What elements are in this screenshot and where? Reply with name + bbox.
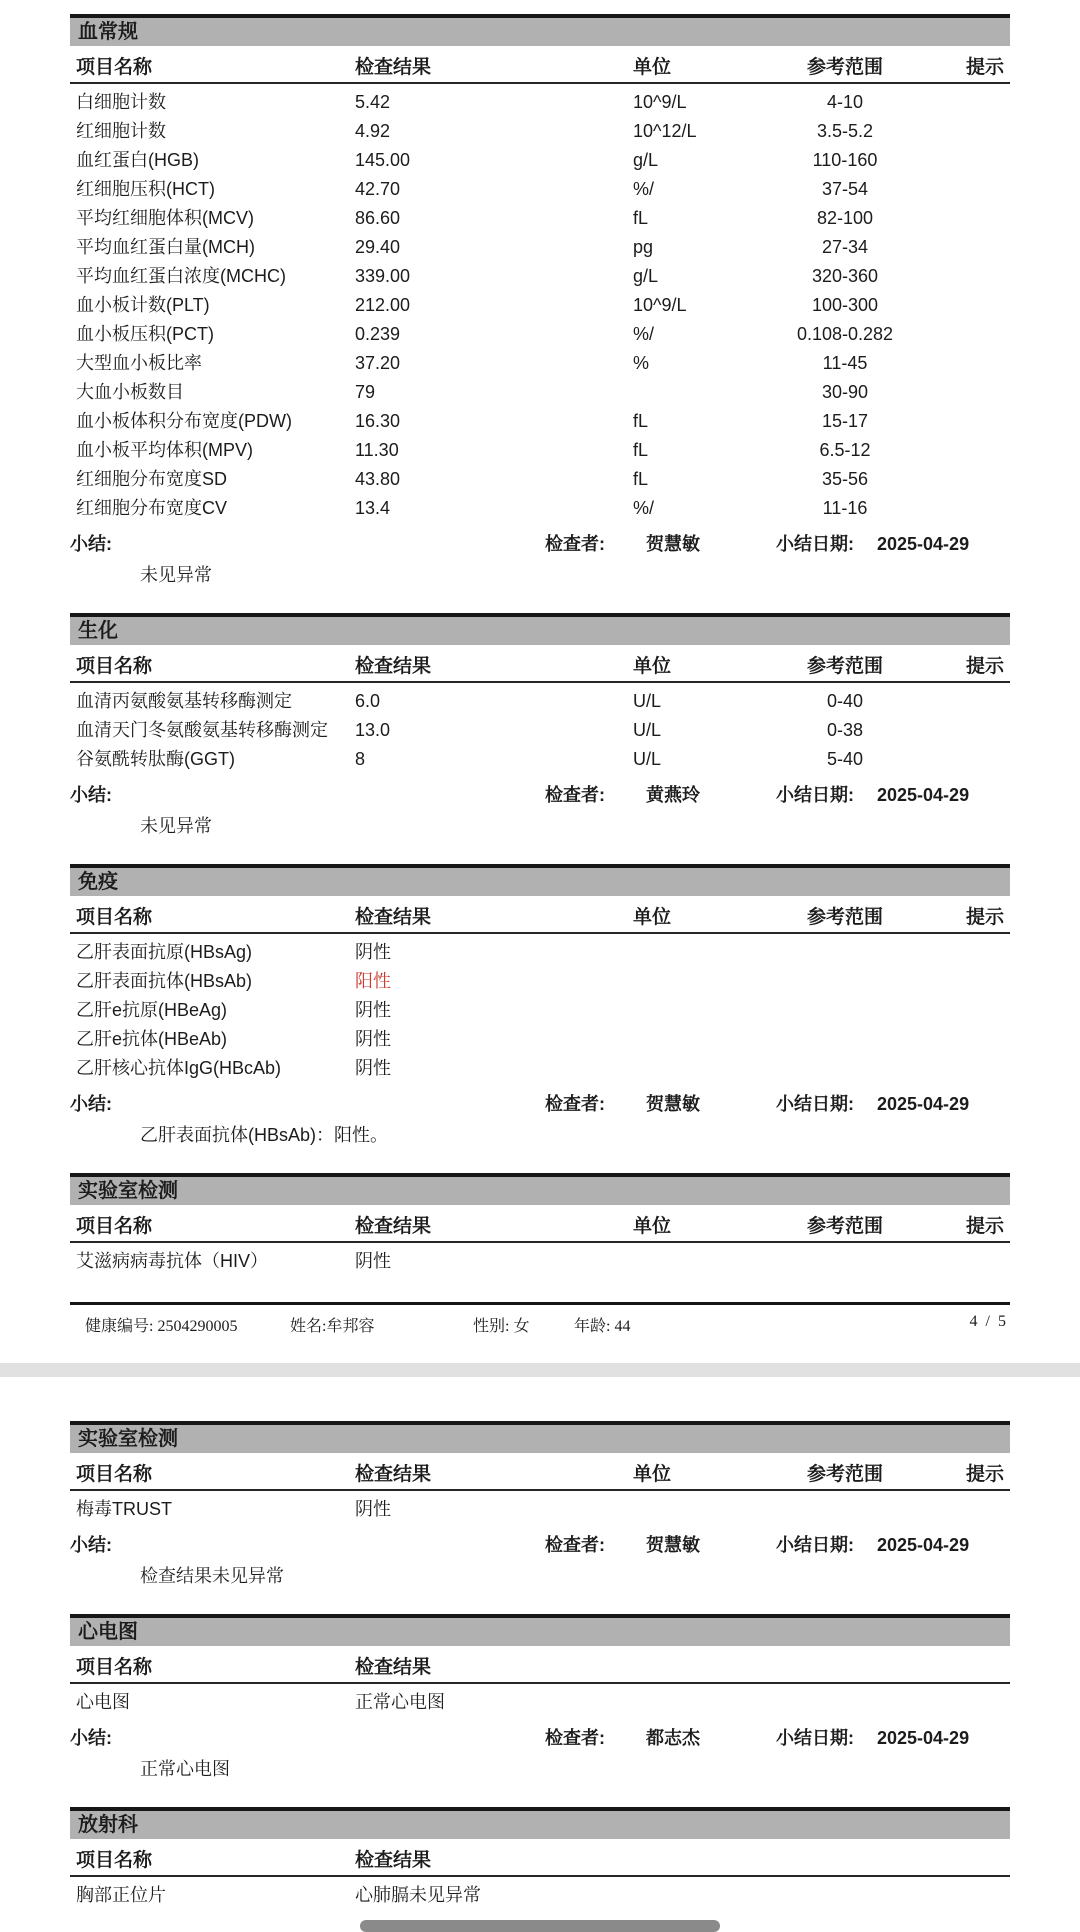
- col-header: 参考范围: [806, 57, 883, 78]
- item-name: 艾滋病病毒抗体（HIV）: [76, 1251, 269, 1271]
- item-cell: 212.00: [355, 295, 411, 315]
- col-header: 检查结果: [355, 907, 432, 928]
- col-header: 参考范围: [806, 907, 883, 928]
- item-cell: 心肺膈未见异常: [355, 1885, 481, 1905]
- item-cell: [907, 88, 1010, 117]
- item-cell: 4.92: [355, 121, 391, 141]
- item-cell: [907, 320, 1010, 349]
- examiner-label: 检查者:: [545, 1094, 605, 1114]
- item-cell: 339.00: [355, 266, 411, 286]
- item-cell: [633, 996, 783, 1025]
- item-cell: 30-90: [821, 382, 869, 402]
- examiner-label: 检查者:: [545, 785, 605, 805]
- summary-label: 小结:: [70, 1728, 112, 1748]
- item-cell: [907, 262, 1010, 291]
- item-name: 乙肝e抗原(HBeAg): [76, 1000, 228, 1020]
- item-cell: 35-56: [821, 469, 869, 489]
- item-cell: 0-40: [826, 691, 864, 711]
- table-row: [70, 1247, 1010, 1276]
- item-name: 红细胞分布宽度SD: [76, 469, 228, 489]
- item-name: 红细胞计数: [76, 121, 166, 141]
- item-cell: 15-17: [821, 411, 869, 431]
- footer-age-label: 年龄:: [574, 1318, 611, 1335]
- page-footer: [70, 1302, 1010, 1339]
- section-rows: [70, 1881, 1010, 1910]
- table-row: [70, 175, 1010, 204]
- col-header: 提示: [965, 1464, 1004, 1485]
- item-cell: [907, 967, 1010, 996]
- item-name: 血清天门冬氨酸氨基转移酶测定: [76, 720, 328, 740]
- item-cell: [633, 1247, 783, 1276]
- footer-health-id-value: 2504290005: [157, 1318, 238, 1335]
- report-page-5: [0, 1421, 1080, 1910]
- item-cell: [907, 687, 1010, 716]
- item-cell: U/L: [633, 720, 662, 740]
- item-cell: 11.30: [355, 440, 399, 460]
- col-header: 提示: [965, 57, 1004, 78]
- item-name: 白细胞计数: [76, 92, 166, 112]
- summary-date-label: 小结日期:: [776, 1728, 854, 1748]
- summary-label: 小结:: [70, 785, 112, 805]
- summary-date: 2025-04-29: [877, 1535, 970, 1555]
- col-header: 提示: [965, 1216, 1004, 1237]
- table-row: [70, 1025, 1010, 1054]
- item-cell: 79: [355, 382, 376, 402]
- col-header: 项目名称: [76, 1464, 153, 1485]
- item-cell: 82-100: [816, 208, 874, 228]
- summary-row: [70, 1725, 1010, 1751]
- item-cell: [633, 938, 783, 967]
- column-headers: [70, 896, 1010, 934]
- summary-date: 2025-04-29: [877, 785, 970, 805]
- table-row: [70, 320, 1010, 349]
- item-cell: 正常心电图: [355, 1692, 445, 1712]
- table-row: [70, 204, 1010, 233]
- item-cell: 4-10: [826, 92, 864, 112]
- item-cell: [907, 378, 1010, 407]
- table-row: [70, 291, 1010, 320]
- item-cell: [907, 233, 1010, 262]
- item-cell: [907, 465, 1010, 494]
- item-cell: [907, 1495, 1010, 1524]
- item-cell: [633, 1025, 783, 1054]
- examiner-label: 检查者:: [545, 1535, 605, 1555]
- footer-health-id-label: 健康编号:: [85, 1318, 154, 1335]
- page-separator: [0, 1363, 1080, 1377]
- summary-date: 2025-04-29: [877, 534, 970, 554]
- col-header: 检查结果: [355, 57, 432, 78]
- item-cell: 37-54: [821, 179, 869, 199]
- table-row: [70, 967, 1010, 996]
- footer-age: [574, 1313, 630, 1336]
- item-name: 心电图: [76, 1692, 130, 1712]
- table-row: [70, 1881, 1010, 1910]
- col-header: 检查结果: [355, 1216, 432, 1237]
- summary-date-label: 小结日期:: [776, 785, 854, 805]
- item-cell: g/L: [633, 266, 659, 286]
- item-cell: U/L: [633, 691, 662, 711]
- item-cell: g/L: [633, 150, 659, 170]
- table-row: [70, 745, 1010, 774]
- table-row: [70, 1054, 1010, 1083]
- col-header: 单位: [633, 656, 672, 677]
- col-header: 提示: [965, 907, 1004, 928]
- item-cell: 0.108-0.282: [796, 324, 894, 344]
- footer-gender-value: 女: [513, 1318, 530, 1335]
- footer-age-value: 44: [614, 1318, 631, 1335]
- table-row: [70, 233, 1010, 262]
- item-cell: [907, 291, 1010, 320]
- item-name: 血红蛋白(HGB): [76, 150, 199, 170]
- col-header: 单位: [633, 1464, 672, 1485]
- section-title-radiology: 放射科: [70, 1807, 1010, 1839]
- item-cell: 阴性: [355, 1058, 391, 1078]
- item-cell: 29.40: [355, 237, 401, 257]
- col-header: 单位: [633, 1216, 672, 1237]
- footer-name-label: 姓名:: [290, 1318, 327, 1335]
- table-row: [70, 349, 1010, 378]
- item-cell: 0-38: [826, 720, 864, 740]
- abnormal-result: 阳性: [355, 971, 391, 991]
- examiner-label: 检查者:: [545, 1728, 605, 1748]
- item-name: 红细胞压积(HCT): [76, 179, 215, 199]
- item-cell: [907, 204, 1010, 233]
- summary-text: 乙肝表面抗体(HBsAb)：阳性。: [140, 1125, 389, 1145]
- col-header: 检查结果: [355, 1850, 432, 1871]
- col-header: 项目名称: [76, 57, 153, 78]
- item-cell: [907, 1054, 1010, 1083]
- item-cell: 阴性: [355, 1000, 391, 1020]
- item-name: 血小板压积(PCT): [76, 324, 214, 344]
- item-cell: [907, 938, 1010, 967]
- item-name: 乙肝e抗体(HBeAb): [76, 1029, 228, 1049]
- item-cell: %/: [633, 324, 655, 344]
- item-cell: 8: [355, 749, 366, 769]
- summary-date-label: 小结日期:: [776, 1535, 854, 1555]
- table-row: [70, 996, 1010, 1025]
- col-header: 项目名称: [76, 907, 153, 928]
- summary-row: [70, 1532, 1010, 1558]
- item-name: 梅毒TRUST: [76, 1499, 172, 1519]
- item-cell: [907, 146, 1010, 175]
- item-cell: 145.00: [355, 150, 411, 170]
- item-cell: 阴性: [355, 1251, 391, 1271]
- col-header: 检查结果: [355, 1657, 432, 1678]
- section-title-immunology: 免疫: [70, 864, 1010, 896]
- item-name: 平均红细胞体积(MCV): [76, 208, 254, 228]
- summary-label: 小结:: [70, 1094, 112, 1114]
- table-row: [70, 88, 1010, 117]
- item-cell: 11-16: [822, 498, 868, 518]
- item-cell: [783, 1054, 907, 1083]
- section-rows: [70, 1495, 1010, 1524]
- col-header: 单位: [633, 907, 672, 928]
- item-name: 红细胞分布宽度CV: [76, 498, 228, 518]
- item-cell: %/: [633, 498, 655, 518]
- item-cell: [783, 967, 907, 996]
- item-cell: [633, 1495, 783, 1524]
- item-cell: [907, 745, 1010, 774]
- item-cell: 6.5-12: [819, 440, 871, 460]
- item-name: 平均血红蛋白浓度(MCHC): [76, 266, 286, 286]
- item-cell: 16.30: [355, 411, 401, 431]
- section-rows: [70, 687, 1010, 774]
- summary-row: [70, 782, 1010, 808]
- item-name: 乙肝表面抗体(HBsAb): [76, 971, 253, 991]
- col-header: 参考范围: [806, 1216, 883, 1237]
- summary-text: 检查结果未见异常: [140, 1566, 284, 1586]
- summary-date-label: 小结日期:: [776, 1094, 854, 1114]
- item-cell: [907, 1025, 1010, 1054]
- column-headers: [70, 645, 1010, 683]
- section-title-laboratory-test-1: 实验室检测: [70, 1173, 1010, 1205]
- col-header: 检查结果: [355, 656, 432, 677]
- section-radiology: [70, 1807, 1010, 1910]
- summary-label: 小结:: [70, 1535, 112, 1555]
- item-name: 血小板体积分布宽度(PDW): [76, 411, 292, 431]
- item-cell: fL: [633, 208, 649, 228]
- section-title-ecg: 心电图: [70, 1614, 1010, 1646]
- item-cell: 11-45: [822, 353, 868, 373]
- item-cell: [783, 1025, 907, 1054]
- item-cell: 110-160: [812, 150, 878, 170]
- section-biochemistry: [70, 613, 1010, 838]
- item-cell: [907, 349, 1010, 378]
- section-title-blood-routine: 血常规: [70, 14, 1010, 46]
- examiner-name: 都志杰: [646, 1728, 700, 1748]
- footer-name-value: 牟邦容: [326, 1318, 375, 1335]
- item-cell: [907, 494, 1010, 523]
- summary-text: 未见异常: [140, 565, 212, 585]
- col-header: 项目名称: [76, 1657, 153, 1678]
- page-number: 4 / 5: [969, 1313, 1008, 1330]
- item-cell: 阴性: [355, 1499, 391, 1519]
- section-ecg: [70, 1614, 1010, 1781]
- scroll-indicator-bar[interactable]: [360, 1920, 720, 1932]
- column-headers: [70, 1205, 1010, 1243]
- item-name: 谷氨酰转肽酶(GGT): [76, 749, 235, 769]
- footer-gender: [473, 1313, 529, 1336]
- examiner-name: 贺慧敏: [646, 1535, 700, 1555]
- item-cell: 27-34: [821, 237, 869, 257]
- page-5-sections: [70, 1421, 1010, 1910]
- item-cell: [633, 1054, 783, 1083]
- item-cell: 100-300: [811, 295, 879, 315]
- item-name: 血小板平均体积(MPV): [76, 440, 253, 460]
- item-cell: 阴性: [355, 942, 391, 962]
- item-cell: fL: [633, 411, 649, 431]
- col-header: 检查结果: [355, 1464, 432, 1485]
- table-row: [70, 262, 1010, 291]
- table-row: [70, 465, 1010, 494]
- item-cell: %: [633, 353, 650, 373]
- item-cell: 86.60: [355, 208, 401, 228]
- item-cell: 43.80: [355, 469, 401, 489]
- item-cell: [907, 175, 1010, 204]
- section-laboratory-test-1: [70, 1173, 1010, 1276]
- item-cell: [907, 996, 1010, 1025]
- section-blood-routine: [70, 14, 1010, 587]
- summary-date: 2025-04-29: [877, 1094, 970, 1114]
- item-name: 大血小板数目: [76, 382, 184, 402]
- page-4-sections: [70, 14, 1010, 1276]
- item-name: 大型血小板比率: [76, 353, 202, 373]
- column-headers: [70, 1453, 1010, 1491]
- item-cell: 6.0: [355, 691, 381, 711]
- summary-row: [70, 1091, 1010, 1117]
- section-rows: [70, 1688, 1010, 1717]
- examiner-name: 黄燕玲: [646, 785, 700, 805]
- item-cell: 13.4: [355, 498, 391, 518]
- col-header: 项目名称: [76, 1850, 153, 1871]
- item-cell: [783, 1495, 907, 1524]
- section-title-biochemistry: 生化: [70, 613, 1010, 645]
- item-cell: [907, 1247, 1010, 1276]
- item-cell: 3.5-5.2: [816, 121, 874, 141]
- item-name: 乙肝核心抗体IgG(HBcAb): [76, 1058, 282, 1078]
- table-row: [70, 378, 1010, 407]
- examiner-label: 检查者:: [545, 534, 605, 554]
- item-cell: [633, 967, 783, 996]
- section-laboratory-test-2: [70, 1421, 1010, 1588]
- item-cell: 13.0: [355, 720, 391, 740]
- item-name: 血小板计数(PLT): [76, 295, 210, 315]
- table-row: [70, 436, 1010, 465]
- footer-name: [290, 1313, 374, 1336]
- col-header: 参考范围: [806, 656, 883, 677]
- item-cell: 42.70: [355, 179, 401, 199]
- column-headers: [70, 1646, 1010, 1684]
- item-cell: [907, 716, 1010, 745]
- col-header: 项目名称: [76, 1216, 153, 1237]
- item-cell: 10^12/L: [633, 121, 697, 141]
- item-name: 胸部正位片: [76, 1885, 166, 1905]
- footer-health-id: [85, 1313, 237, 1336]
- item-cell: fL: [633, 440, 649, 460]
- item-name: 平均血红蛋白量(MCH): [76, 237, 255, 257]
- col-header: 单位: [633, 57, 672, 78]
- column-headers: [70, 46, 1010, 84]
- item-cell: [907, 407, 1010, 436]
- section-title-laboratory-test-2: 实验室检测: [70, 1421, 1010, 1453]
- item-cell: pg: [633, 237, 654, 257]
- col-header: 项目名称: [76, 656, 153, 677]
- table-row: [70, 938, 1010, 967]
- item-cell: 37.20: [355, 353, 401, 373]
- summary-row: [70, 531, 1010, 557]
- item-cell: [783, 1247, 907, 1276]
- section-rows: [70, 938, 1010, 1083]
- summary-date: 2025-04-29: [877, 1728, 970, 1748]
- item-cell: fL: [633, 469, 649, 489]
- item-cell: [907, 436, 1010, 465]
- table-row: [70, 716, 1010, 745]
- examiner-name: 贺慧敏: [646, 534, 700, 554]
- item-cell: 320-360: [811, 266, 879, 286]
- item-cell: 0.239: [355, 324, 401, 344]
- item-cell: 10^9/L: [633, 92, 687, 112]
- item-cell: U/L: [633, 749, 662, 769]
- summary-text: 正常心电图: [140, 1759, 230, 1779]
- item-cell: %/: [633, 179, 655, 199]
- item-cell: 阴性: [355, 1029, 391, 1049]
- section-immunology: [70, 864, 1010, 1147]
- table-row: [70, 687, 1010, 716]
- item-cell: 10^9/L: [633, 295, 687, 315]
- table-row: [70, 146, 1010, 175]
- table-row: [70, 117, 1010, 146]
- col-header: 参考范围: [806, 1464, 883, 1485]
- item-name: 血清丙氨酸氨基转移酶测定: [76, 691, 292, 711]
- section-rows: [70, 1247, 1010, 1276]
- table-row: [70, 1688, 1010, 1717]
- section-rows: [70, 88, 1010, 523]
- summary-text: 未见异常: [140, 816, 212, 836]
- table-row: [70, 407, 1010, 436]
- item-cell: [783, 996, 907, 1025]
- summary-date-label: 小结日期:: [776, 534, 854, 554]
- summary-label: 小结:: [70, 534, 112, 554]
- item-cell: [907, 117, 1010, 146]
- item-cell: [633, 378, 783, 407]
- item-name: 乙肝表面抗原(HBsAg): [76, 942, 253, 962]
- col-header: 提示: [965, 656, 1004, 677]
- item-cell: 5-40: [826, 749, 864, 769]
- table-row: [70, 1495, 1010, 1524]
- footer-gender-label: 性别:: [473, 1318, 510, 1335]
- examiner-name: 贺慧敏: [646, 1094, 700, 1114]
- item-cell: [783, 938, 907, 967]
- table-row: [70, 494, 1010, 523]
- item-cell: 5.42: [355, 92, 391, 112]
